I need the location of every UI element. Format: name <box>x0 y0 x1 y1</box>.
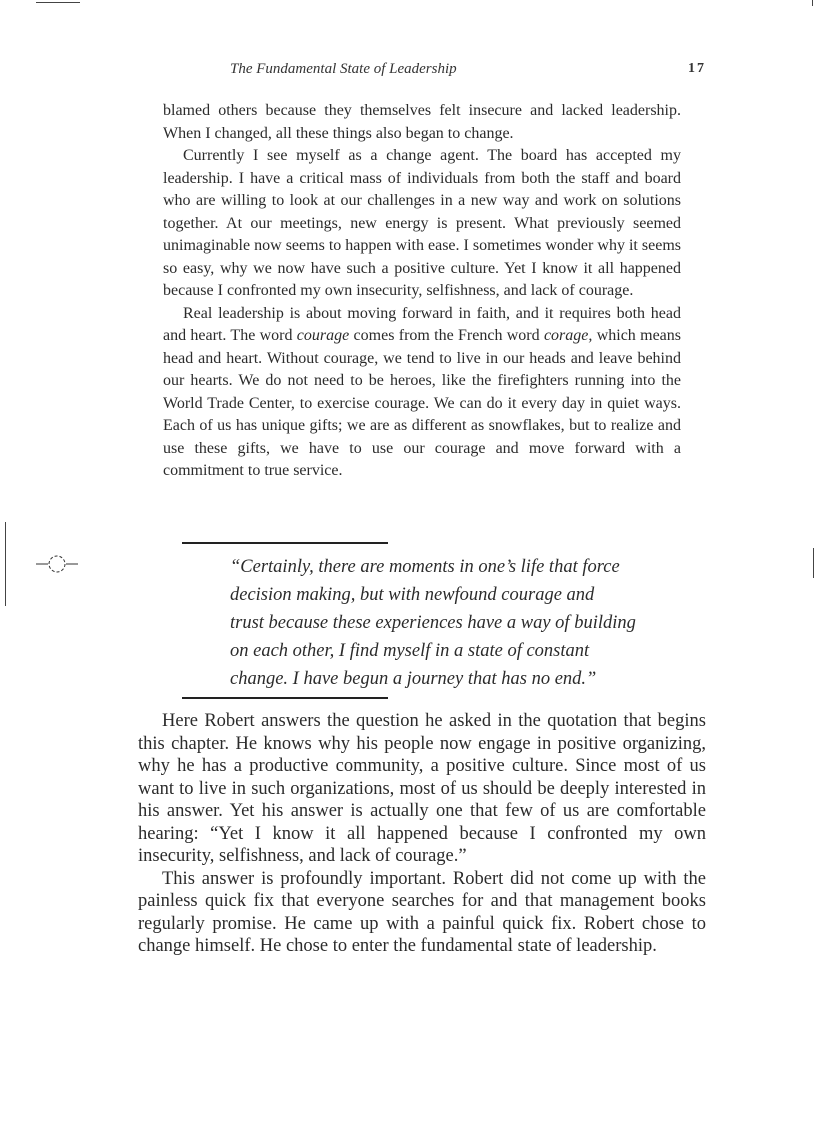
pull-quote <box>230 553 670 693</box>
pull-quote-line: change. I have begun a journey that has no end.” <box>230 669 597 689</box>
page-number: 17 <box>688 61 706 76</box>
crop-mark-right-vertical <box>813 548 814 578</box>
p3-text-b: comes from the French word <box>349 327 544 344</box>
crop-mark-top-left <box>36 2 80 3</box>
pull-quote-line: trust because these experiences have a way of building <box>230 613 636 633</box>
p3-text-a: Real leadership is about moving forward in faith, and it requires both head and heart. The word <box>163 304 681 344</box>
running-head-title: The Fundamental State of Leadership <box>230 61 457 77</box>
pull-quote-line: decision making, but with newfound courage and <box>230 585 595 605</box>
body-paragraph-1: Here Robert answers the question he asked in the quotation that begins this chapter. He knows why his people now engage in positive organizing, why he has a productive community, a positive culture. Since most of us want to live in such organizations, most of us should be deeply interested in his answer. Yet his answer is actually one that few of us are comfortable hearing: “Yet I know it all happened because I confronted my own insecurity, selfishness, and lack of courage.” <box>138 711 706 866</box>
p3-text-c: which means head and heart. Without courage, we tend to live in our heads and leave behind our hearts. We do not need to be heroes, like the firefighters running into the World Trade Center, to exercise courage. We can do it every day in quiet ways. Each of us has unique gifts; we are as different as snowflakes, but to realize and use these gifts, we have to use our courage and move forward with a commitment to true service. <box>163 327 681 479</box>
registration-mark-icon <box>34 552 80 576</box>
extract-block <box>163 100 681 483</box>
pull-quote-line: “Certainly, there are moments in one’s life that force <box>230 557 620 577</box>
pull-quote-bottom-rule <box>182 697 388 699</box>
crop-mark-left-vertical <box>5 522 6 606</box>
crop-mark-top-right <box>812 0 813 6</box>
extract-paragraph-3 <box>163 303 681 483</box>
pull-quote-top-rule <box>182 542 388 544</box>
p3-em-courage: courage <box>296 327 350 344</box>
extract-paragraph-1: blamed others because they themselves felt insecure and lacked leadership. When I changed, all these things also began to change. <box>163 102 681 142</box>
running-head <box>230 61 706 78</box>
extract-paragraph-2: Currently I see myself as a change agent. The board has accepted my leadership. I have a critical mass of individuals from both the staff and board who are willing to look at our challenges in a new way and work on solutions together. At our meetings, new energy is present. What previously seemed unimaginable now seems to happen with ease. I sometimes wonder why it seems so easy, why we now have such a positive culture. Yet I know it all happened because I confronted my own insecurity, selfishness, and lack of courage. <box>163 147 681 299</box>
body-paragraph-2: This answer is profoundly important. Robert did not come up with the painless quick fix that everyone searches for and that management books regularly promise. He came up with a painful quick fix. Robert chose to change himself. He chose to enter the fundamental state of leadership. <box>138 868 706 956</box>
body-text <box>138 710 706 958</box>
pull-quote-line: on each other, I find myself in a state of constant <box>230 641 590 661</box>
p3-em-corage: corage, <box>543 327 593 344</box>
